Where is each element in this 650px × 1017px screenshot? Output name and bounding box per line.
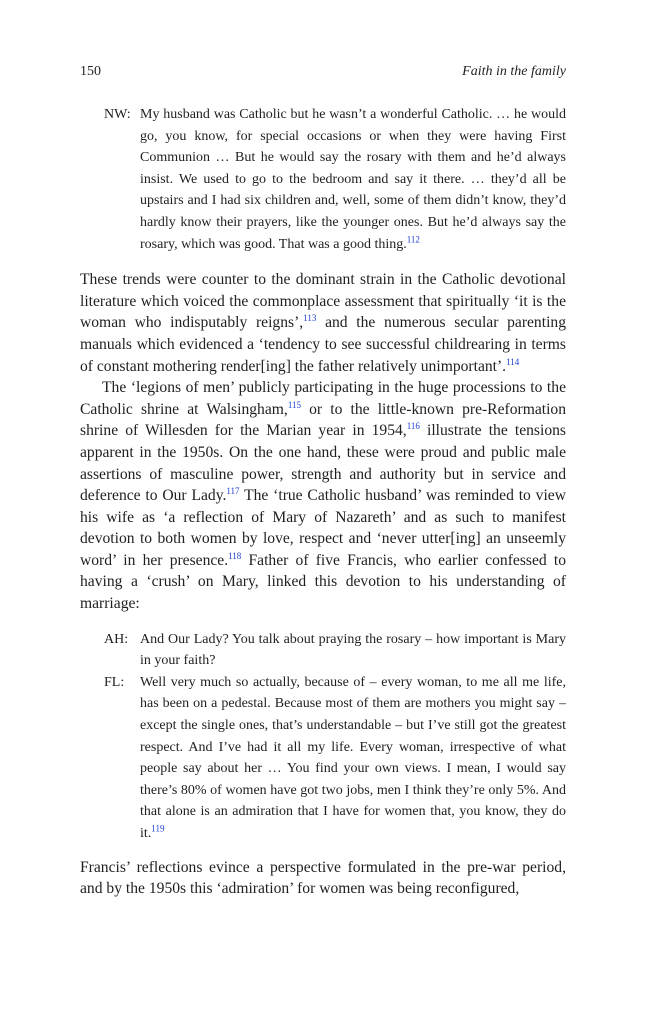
running-title: Faith in the family — [462, 64, 566, 79]
speaker-label: AH: — [104, 631, 129, 647]
paragraph-text: or to the little-known pre-Reformation shrine of Willesden for the Marian year in 1954, — [80, 400, 566, 440]
footnote-marker[interactable]: 114 — [506, 356, 520, 367]
footnote-marker[interactable]: 113 — [303, 313, 317, 324]
paragraph-text: The ‘legions of men’ publicly participating in the huge processions to the Catholic shrine at Walsingham, — [80, 379, 566, 418]
paragraph-text: These trends were counter to the dominant strain in the Catholic devotional literature which voiced the commonplace assessment that spiritually ‘it is the woman who indisputably reigns’, — [80, 271, 566, 332]
footnote-marker[interactable]: 112 — [406, 233, 420, 244]
footnote-marker[interactable]: 116 — [406, 421, 420, 432]
paragraph — [80, 269, 566, 377]
speaker-label: FL: — [104, 674, 125, 690]
running-head — [80, 62, 566, 82]
speech-body: Well very much so actually, because of – every woman, to me all me life, has been on a pedestal. Because most of them are mothers you might say – except the single ones, that’s understandable – but I’ve still got the greatest respect. And I’ve had it all my life. Every woman, irrespective of what people say about her … You find your own views. I mean, I would say there’s 80% of women have got two jobs, men I think they’re only 5%. And that alone is an admiration that I have for women that, you know, they do it. — [140, 674, 566, 841]
paragraph-text: The ‘true Catholic husband’ was reminded to view his wife as ‘a reflection of Mary of Nazareth’ and as such to manifest devotion to both women by love, respect and ‘never utter[ing] an unseemly word’ in her presence. — [80, 487, 566, 569]
interview-turn — [104, 672, 566, 845]
interview-turn — [104, 629, 566, 672]
speech-text — [140, 104, 566, 255]
footnote-marker[interactable]: 119 — [151, 823, 165, 834]
book-page — [80, 62, 566, 900]
interview-quote-nw — [104, 104, 566, 255]
footnote-marker[interactable]: 118 — [228, 550, 242, 561]
paragraph-text: illustrate the tensions apparent in the 1950s. On the one hand, these were proud and public male assertions of masculine power, strength and authority but in service and deference to Our Lady. — [80, 422, 566, 505]
speaker-label: NW: — [104, 107, 131, 122]
speech-body: My husband was Catholic but he wasn’t a wonderful Catholic. … he would go, you know, for special occasions or when they were having First Communion … But he would say the rosary with them and he’d always insist. We used to go to the bedroom and say it there. … they’d all be upstairs and I had six children and, well, some of them didn’t know, they’d hardly know their prayers, like the younger ones. But he’d always say the rosary, which was good. That was a good thing. — [140, 107, 566, 252]
speech-text: And Our Lady? You talk about praying the rosary – how important is Mary in your faith? — [140, 631, 566, 669]
paragraph — [80, 377, 566, 615]
interview-turn — [104, 104, 566, 255]
paragraph-text: Father of five Francis, who earlier confessed to having a ‘crush’ on Mary, linked this devotion to his understanding of marriage: — [80, 551, 566, 613]
footnote-marker[interactable]: 115 — [287, 399, 301, 410]
body-text-block — [80, 269, 566, 615]
interview-quote-ah-fl — [104, 629, 566, 845]
page-number: 150 — [80, 64, 101, 79]
body-text-block — [80, 857, 566, 900]
speech-text — [140, 672, 566, 845]
footnote-marker[interactable]: 117 — [226, 485, 240, 496]
paragraph-text: and the numerous secular parenting manuals which evidenced a ‘tendency to see successful childrearing in terms of constant mothering render[ing] the father relatively unimportant’. — [80, 314, 566, 375]
paragraph: Francis’ reflections evince a perspective formulated in the pre-war period, and by the 1950s this ‘admiration’ for women was being reconfigured, — [80, 858, 566, 898]
